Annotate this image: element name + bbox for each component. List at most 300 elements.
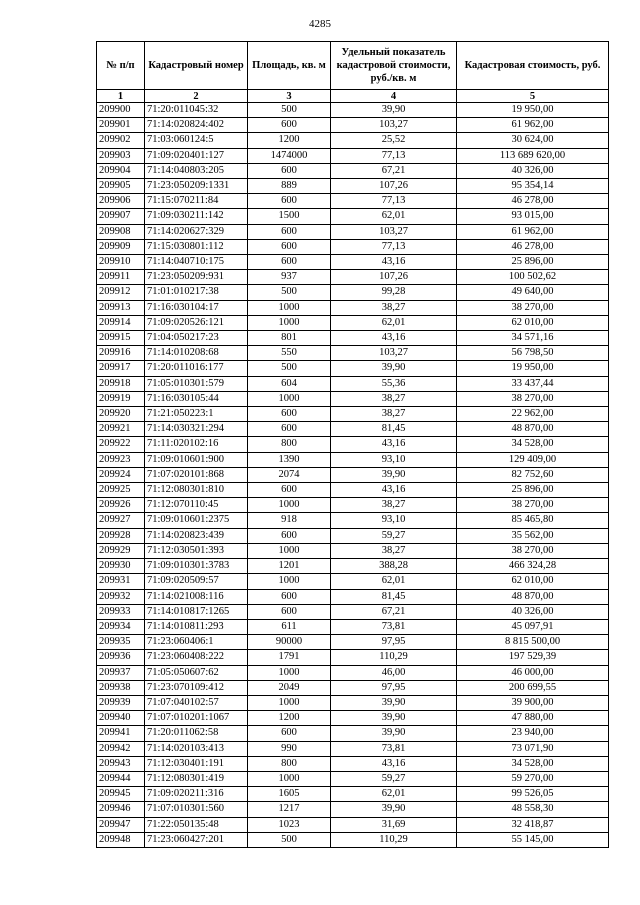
cell-cadastral-number: 71:09:020509:57 [145, 574, 248, 589]
cell-unit-value: 39,90 [331, 695, 457, 710]
cell-row-number: 209918 [97, 376, 145, 391]
cell-unit-value: 77,13 [331, 194, 457, 209]
cell-cadastral-value: 34 528,00 [457, 437, 609, 452]
cell-unit-value: 73,81 [331, 619, 457, 634]
cell-cadastral-value: 34 528,00 [457, 756, 609, 771]
table-row [97, 194, 609, 209]
table-row [97, 255, 609, 270]
table-row [97, 148, 609, 163]
table-row [97, 574, 609, 589]
cell-cadastral-number: 71:14:040710:175 [145, 255, 248, 270]
table-row [97, 650, 609, 665]
cell-area: 937 [248, 270, 331, 285]
table-row [97, 407, 609, 422]
cell-row-number: 209921 [97, 422, 145, 437]
column-number-5: 5 [457, 90, 609, 103]
table-row [97, 543, 609, 558]
table-row [97, 695, 609, 710]
header-row-number: № п/п [97, 42, 145, 90]
cell-area: 889 [248, 179, 331, 194]
cell-cadastral-number: 71:09:030211:142 [145, 209, 248, 224]
cadastral-value-table [96, 41, 609, 848]
table-row [97, 756, 609, 771]
cell-unit-value: 388,28 [331, 559, 457, 574]
table-row [97, 179, 609, 194]
cell-cadastral-value: 32 418,87 [457, 817, 609, 832]
cell-area: 500 [248, 103, 331, 118]
table-row [97, 315, 609, 330]
table-row [97, 711, 609, 726]
table-row [97, 239, 609, 254]
cell-row-number: 209911 [97, 270, 145, 285]
cell-row-number: 209934 [97, 619, 145, 634]
cell-cadastral-number: 71:05:010301:579 [145, 376, 248, 391]
cell-cadastral-number: 71:09:010601:900 [145, 452, 248, 467]
cell-area: 1000 [248, 300, 331, 315]
cell-row-number: 209920 [97, 407, 145, 422]
cell-area: 801 [248, 331, 331, 346]
cell-row-number: 209914 [97, 315, 145, 330]
table-row [97, 331, 609, 346]
cell-row-number: 209903 [97, 148, 145, 163]
cell-row-number: 209946 [97, 802, 145, 817]
cell-unit-value: 67,21 [331, 604, 457, 619]
cell-cadastral-number: 71:09:020526:121 [145, 315, 248, 330]
cell-cadastral-number: 71:12:070110:45 [145, 498, 248, 513]
cell-cadastral-number: 71:23:050209:1331 [145, 179, 248, 194]
cell-row-number: 209923 [97, 452, 145, 467]
cell-area: 1217 [248, 802, 331, 817]
column-number-4: 4 [331, 90, 457, 103]
cell-area: 1023 [248, 817, 331, 832]
cell-area: 600 [248, 422, 331, 437]
cell-cadastral-number: 71:20:011045:32 [145, 103, 248, 118]
cell-cadastral-number: 71:23:060427:201 [145, 832, 248, 847]
cell-cadastral-value: 35 562,00 [457, 528, 609, 543]
cell-unit-value: 43,16 [331, 255, 457, 270]
table-row [97, 665, 609, 680]
cell-area: 990 [248, 741, 331, 756]
cell-area: 1474000 [248, 148, 331, 163]
cell-cadastral-value: 47 880,00 [457, 711, 609, 726]
cell-cadastral-value: 56 798,50 [457, 346, 609, 361]
cell-cadastral-value: 30 624,00 [457, 133, 609, 148]
cell-unit-value: 39,90 [331, 103, 457, 118]
cell-row-number: 209909 [97, 239, 145, 254]
cell-unit-value: 39,90 [331, 726, 457, 741]
cell-area: 600 [248, 194, 331, 209]
table-row [97, 802, 609, 817]
cell-area: 600 [248, 255, 331, 270]
cell-row-number: 209906 [97, 194, 145, 209]
cell-cadastral-number: 71:07:010201:1067 [145, 711, 248, 726]
table-row [97, 483, 609, 498]
cell-cadastral-value: 466 324,28 [457, 559, 609, 574]
cell-cadastral-value: 59 270,00 [457, 771, 609, 786]
cell-cadastral-number: 71:14:010817:1265 [145, 604, 248, 619]
cell-cadastral-value: 95 354,14 [457, 179, 609, 194]
cell-unit-value: 43,16 [331, 483, 457, 498]
cell-unit-value: 43,16 [331, 437, 457, 452]
cell-unit-value: 55,36 [331, 376, 457, 391]
header-cadastral-value: Кадастровая стоимость, руб. [457, 42, 609, 90]
table-row [97, 437, 609, 452]
cell-row-number: 209936 [97, 650, 145, 665]
cell-cadastral-number: 71:04:050217:23 [145, 331, 248, 346]
cell-cadastral-value: 38 270,00 [457, 543, 609, 558]
cell-row-number: 209905 [97, 179, 145, 194]
cell-unit-value: 67,21 [331, 163, 457, 178]
cell-cadastral-value: 100 502,62 [457, 270, 609, 285]
cell-cadastral-value: 200 699,55 [457, 680, 609, 695]
cell-cadastral-value: 40 326,00 [457, 604, 609, 619]
cell-row-number: 209912 [97, 285, 145, 300]
cell-area: 1200 [248, 711, 331, 726]
table-row [97, 741, 609, 756]
table-row [97, 103, 609, 118]
cell-cadastral-number: 71:07:010301:560 [145, 802, 248, 817]
cell-area: 1000 [248, 543, 331, 558]
cell-cadastral-value: 22 962,00 [457, 407, 609, 422]
cell-cadastral-value: 61 962,00 [457, 118, 609, 133]
cell-area: 1000 [248, 315, 331, 330]
cell-cadastral-value: 85 465,80 [457, 513, 609, 528]
cell-unit-value: 59,27 [331, 771, 457, 786]
cell-unit-value: 77,13 [331, 148, 457, 163]
cell-row-number: 209947 [97, 817, 145, 832]
table-row [97, 361, 609, 376]
cell-row-number: 209935 [97, 635, 145, 650]
cell-cadastral-number: 71:07:040102:57 [145, 695, 248, 710]
table-row [97, 787, 609, 802]
cell-cadastral-number: 71:16:030105:44 [145, 391, 248, 406]
cell-row-number: 209919 [97, 391, 145, 406]
table-row [97, 422, 609, 437]
cell-row-number: 209943 [97, 756, 145, 771]
cell-cadastral-number: 71:09:020401:127 [145, 148, 248, 163]
cell-cadastral-value: 49 640,00 [457, 285, 609, 300]
table-row [97, 133, 609, 148]
cell-cadastral-number: 71:12:080301:810 [145, 483, 248, 498]
cell-cadastral-number: 71:14:020823:439 [145, 528, 248, 543]
cell-area: 600 [248, 407, 331, 422]
cell-row-number: 209916 [97, 346, 145, 361]
cell-row-number: 209902 [97, 133, 145, 148]
cell-cadastral-value: 38 270,00 [457, 300, 609, 315]
cell-cadastral-number: 71:11:020102:16 [145, 437, 248, 452]
column-number-row [97, 90, 609, 103]
cell-cadastral-value: 46 000,00 [457, 665, 609, 680]
cell-cadastral-value: 129 409,00 [457, 452, 609, 467]
cell-unit-value: 62,01 [331, 209, 457, 224]
cell-area: 1201 [248, 559, 331, 574]
cell-area: 1390 [248, 452, 331, 467]
cell-area: 600 [248, 483, 331, 498]
cell-area: 1000 [248, 498, 331, 513]
cell-area: 550 [248, 346, 331, 361]
cell-cadastral-number: 71:14:021008:116 [145, 589, 248, 604]
table-row [97, 604, 609, 619]
cell-area: 604 [248, 376, 331, 391]
cell-unit-value: 110,29 [331, 832, 457, 847]
cell-unit-value: 103,27 [331, 224, 457, 239]
cell-area: 1500 [248, 209, 331, 224]
cell-area: 600 [248, 726, 331, 741]
cell-row-number: 209940 [97, 711, 145, 726]
cell-row-number: 209928 [97, 528, 145, 543]
table-row [97, 513, 609, 528]
cell-cadastral-value: 73 071,90 [457, 741, 609, 756]
cell-cadastral-number: 71:09:020211:316 [145, 787, 248, 802]
cell-cadastral-number: 71:14:010208:68 [145, 346, 248, 361]
page-number: 4285 [309, 18, 331, 30]
cell-cadastral-value: 197 529,39 [457, 650, 609, 665]
cell-cadastral-number: 71:22:050135:48 [145, 817, 248, 832]
cell-unit-value: 103,27 [331, 346, 457, 361]
cell-row-number: 209948 [97, 832, 145, 847]
table-row [97, 467, 609, 482]
table-row [97, 680, 609, 695]
cell-row-number: 209910 [97, 255, 145, 270]
table-row [97, 391, 609, 406]
cell-area: 1000 [248, 665, 331, 680]
cell-area: 600 [248, 118, 331, 133]
cell-cadastral-value: 23 940,00 [457, 726, 609, 741]
cell-row-number: 209907 [97, 209, 145, 224]
cell-cadastral-value: 48 558,30 [457, 802, 609, 817]
cell-unit-value: 97,95 [331, 680, 457, 695]
column-number-1: 1 [97, 90, 145, 103]
cell-cadastral-number: 71:23:060406:1 [145, 635, 248, 650]
cell-cadastral-value: 25 896,00 [457, 483, 609, 498]
cell-cadastral-value: 39 900,00 [457, 695, 609, 710]
table-row [97, 209, 609, 224]
table-row [97, 300, 609, 315]
table-row [97, 452, 609, 467]
cell-row-number: 209927 [97, 513, 145, 528]
cell-unit-value: 62,01 [331, 574, 457, 589]
cell-cadastral-value: 48 870,00 [457, 422, 609, 437]
cell-cadastral-number: 71:14:020627:329 [145, 224, 248, 239]
cell-row-number: 209900 [97, 103, 145, 118]
cell-cadastral-value: 113 689 620,00 [457, 148, 609, 163]
cell-area: 500 [248, 361, 331, 376]
cell-cadastral-value: 33 437,44 [457, 376, 609, 391]
cell-area: 1000 [248, 574, 331, 589]
cell-area: 1000 [248, 695, 331, 710]
cell-row-number: 209941 [97, 726, 145, 741]
table-row [97, 270, 609, 285]
cell-cadastral-value: 55 145,00 [457, 832, 609, 847]
cell-row-number: 209904 [97, 163, 145, 178]
cell-cadastral-value: 48 870,00 [457, 589, 609, 604]
cell-unit-value: 31,69 [331, 817, 457, 832]
cell-unit-value: 93,10 [331, 513, 457, 528]
table-row [97, 589, 609, 604]
table-row [97, 285, 609, 300]
table-body [97, 103, 609, 848]
cell-unit-value: 103,27 [331, 118, 457, 133]
cell-cadastral-number: 71:14:030321:294 [145, 422, 248, 437]
cell-unit-value: 43,16 [331, 756, 457, 771]
cell-unit-value: 81,45 [331, 589, 457, 604]
cell-row-number: 209942 [97, 741, 145, 756]
cell-cadastral-value: 82 752,60 [457, 467, 609, 482]
cell-row-number: 209913 [97, 300, 145, 315]
cell-area: 600 [248, 224, 331, 239]
cell-cadastral-number: 71:20:011062:58 [145, 726, 248, 741]
cell-unit-value: 62,01 [331, 787, 457, 802]
cell-cadastral-number: 71:15:030801:112 [145, 239, 248, 254]
table-row [97, 118, 609, 133]
cell-cadastral-number: 71:16:030104:17 [145, 300, 248, 315]
table-row [97, 817, 609, 832]
cell-unit-value: 107,26 [331, 179, 457, 194]
cell-unit-value: 38,27 [331, 498, 457, 513]
cell-area: 500 [248, 285, 331, 300]
table-row [97, 771, 609, 786]
cell-area: 600 [248, 528, 331, 543]
cell-unit-value: 39,90 [331, 802, 457, 817]
cell-cadastral-number: 71:09:010601:2375 [145, 513, 248, 528]
table-row [97, 726, 609, 741]
cell-cadastral-number: 71:07:020101:868 [145, 467, 248, 482]
cell-cadastral-number: 71:20:011016:177 [145, 361, 248, 376]
table-row [97, 163, 609, 178]
cell-row-number: 209926 [97, 498, 145, 513]
cell-row-number: 209931 [97, 574, 145, 589]
cell-cadastral-number: 71:14:040803:205 [145, 163, 248, 178]
cell-area: 918 [248, 513, 331, 528]
header-cadastral-number: Кадастровый номер [145, 42, 248, 90]
cell-cadastral-number: 71:15:070211:84 [145, 194, 248, 209]
cell-cadastral-value: 62 010,00 [457, 315, 609, 330]
cell-cadastral-value: 19 950,00 [457, 361, 609, 376]
cell-row-number: 209944 [97, 771, 145, 786]
cell-cadastral-value: 46 278,00 [457, 239, 609, 254]
cell-row-number: 209929 [97, 543, 145, 558]
cell-cadastral-number: 71:12:080301:419 [145, 771, 248, 786]
cell-cadastral-value: 8 815 500,00 [457, 635, 609, 650]
table-header-row [97, 42, 609, 90]
cell-area: 600 [248, 163, 331, 178]
cell-cadastral-number: 71:23:070109:412 [145, 680, 248, 695]
cell-row-number: 209938 [97, 680, 145, 695]
cell-area: 2049 [248, 680, 331, 695]
cell-row-number: 209924 [97, 467, 145, 482]
cell-cadastral-value: 46 278,00 [457, 194, 609, 209]
cell-cadastral-value: 34 571,16 [457, 331, 609, 346]
cell-cadastral-number: 71:12:030501:393 [145, 543, 248, 558]
cell-row-number: 209917 [97, 361, 145, 376]
cell-cadastral-number: 71:09:010301:3783 [145, 559, 248, 574]
cell-area: 600 [248, 604, 331, 619]
cell-row-number: 209939 [97, 695, 145, 710]
cell-unit-value: 97,95 [331, 635, 457, 650]
cell-area: 1000 [248, 771, 331, 786]
cell-cadastral-value: 93 015,00 [457, 209, 609, 224]
table-row [97, 528, 609, 543]
cell-row-number: 209922 [97, 437, 145, 452]
table-row [97, 619, 609, 634]
cell-unit-value: 99,28 [331, 285, 457, 300]
cell-cadastral-value: 40 326,00 [457, 163, 609, 178]
cell-unit-value: 59,27 [331, 528, 457, 543]
cell-area: 1000 [248, 391, 331, 406]
cell-cadastral-value: 61 962,00 [457, 224, 609, 239]
cell-unit-value: 107,26 [331, 270, 457, 285]
cell-unit-value: 38,27 [331, 407, 457, 422]
cell-cadastral-value: 38 270,00 [457, 391, 609, 406]
cell-cadastral-number: 71:03:060124:5 [145, 133, 248, 148]
cell-cadastral-value: 19 950,00 [457, 103, 609, 118]
cell-unit-value: 46,00 [331, 665, 457, 680]
cell-unit-value: 73,81 [331, 741, 457, 756]
cell-unit-value: 93,10 [331, 452, 457, 467]
cell-row-number: 209901 [97, 118, 145, 133]
header-unit-value: Удельный показатель кадастровой стоимости, руб./кв. м [331, 42, 457, 90]
cell-row-number: 209925 [97, 483, 145, 498]
cell-unit-value: 39,90 [331, 467, 457, 482]
cell-area: 600 [248, 589, 331, 604]
cell-area: 800 [248, 437, 331, 452]
table-row [97, 498, 609, 513]
table-row [97, 224, 609, 239]
cell-row-number: 209933 [97, 604, 145, 619]
cell-cadastral-number: 71:23:060408:222 [145, 650, 248, 665]
cell-unit-value: 39,90 [331, 711, 457, 726]
cell-row-number: 209908 [97, 224, 145, 239]
cell-cadastral-number: 71:14:010811:293 [145, 619, 248, 634]
cell-cadastral-value: 99 526,05 [457, 787, 609, 802]
cell-area: 90000 [248, 635, 331, 650]
cell-cadastral-number: 71:01:010217:38 [145, 285, 248, 300]
cell-area: 2074 [248, 467, 331, 482]
table-row [97, 832, 609, 847]
cell-unit-value: 38,27 [331, 300, 457, 315]
cell-unit-value: 110,29 [331, 650, 457, 665]
cell-cadastral-number: 71:14:020103:413 [145, 741, 248, 756]
cell-cadastral-number: 71:23:050209:931 [145, 270, 248, 285]
table-row [97, 376, 609, 391]
cell-row-number: 209945 [97, 787, 145, 802]
cell-row-number: 209930 [97, 559, 145, 574]
cell-cadastral-value: 62 010,00 [457, 574, 609, 589]
cell-unit-value: 43,16 [331, 331, 457, 346]
cell-unit-value: 39,90 [331, 361, 457, 376]
cell-unit-value: 38,27 [331, 543, 457, 558]
cell-cadastral-value: 25 896,00 [457, 255, 609, 270]
cell-area: 1791 [248, 650, 331, 665]
cell-row-number: 209932 [97, 589, 145, 604]
cell-area: 800 [248, 756, 331, 771]
table-row [97, 346, 609, 361]
cell-unit-value: 25,52 [331, 133, 457, 148]
cell-area: 1605 [248, 787, 331, 802]
table-row [97, 635, 609, 650]
cell-area: 500 [248, 832, 331, 847]
cell-unit-value: 81,45 [331, 422, 457, 437]
cell-area: 611 [248, 619, 331, 634]
cell-cadastral-number: 71:14:020824:402 [145, 118, 248, 133]
column-number-2: 2 [145, 90, 248, 103]
cell-cadastral-value: 45 097,91 [457, 619, 609, 634]
cell-area: 1200 [248, 133, 331, 148]
cell-cadastral-number: 71:12:030401:191 [145, 756, 248, 771]
cell-unit-value: 38,27 [331, 391, 457, 406]
cell-row-number: 209937 [97, 665, 145, 680]
cell-cadastral-number: 71:21:050223:1 [145, 407, 248, 422]
